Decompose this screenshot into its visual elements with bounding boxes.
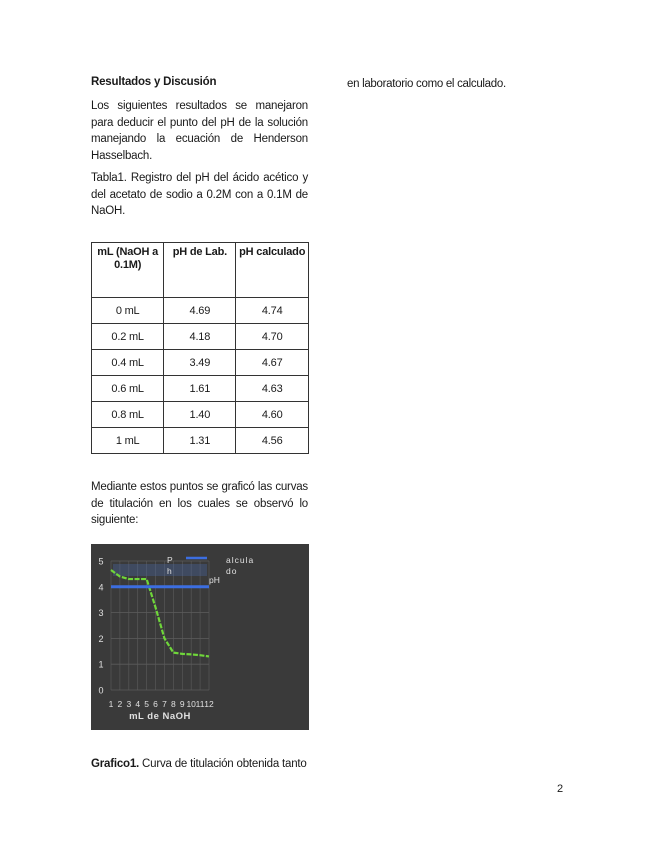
table-row — [92, 350, 309, 376]
y-tick-label: 3 — [98, 608, 104, 619]
titration-chart — [91, 544, 309, 730]
table-header-ph-lab: pH de Lab. — [164, 243, 236, 298]
table-cell: 4.69 — [164, 298, 236, 324]
legend-band — [113, 564, 207, 576]
y-tick-label: 2 — [98, 633, 104, 644]
x-axis-label: mL de NaOH — [129, 711, 191, 722]
table-cell: 0.8 mL — [92, 402, 164, 428]
left-column — [91, 76, 308, 220]
table-row — [92, 376, 309, 402]
table-row — [92, 402, 309, 428]
x-tick-label: 9 — [179, 699, 185, 709]
table-row — [92, 324, 309, 350]
table-cell: 4.56 — [236, 428, 309, 454]
table-header-row — [92, 243, 309, 298]
x-tick-label: 4 — [135, 699, 141, 709]
x-tick-label: 1 — [108, 699, 114, 709]
table-cell: 0.2 mL — [92, 324, 164, 350]
table-cell: 1.61 — [164, 376, 236, 402]
table-cell: 4.18 — [164, 324, 236, 350]
paragraph-curves: Mediante estos puntos se graficó las curvas de titulación en los cuales se observó lo siguiente: — [91, 481, 308, 526]
table-cell: 0 mL — [92, 298, 164, 324]
legend-label-ph: P — [167, 555, 173, 565]
table-cell: 1.31 — [164, 428, 236, 454]
table-cell: 4.70 — [236, 324, 309, 350]
x-tick-label: 3 — [126, 699, 132, 709]
y-tick-label: 0 — [98, 685, 104, 696]
figure-caption — [91, 756, 308, 773]
figure-caption-text: Curva de titulación obtenida tanto — [139, 758, 307, 770]
x-tick-label: 8 — [170, 699, 176, 709]
caption-continuation: en laboratorio como el calculado. — [347, 78, 506, 90]
legend-label-calculado: do — [226, 566, 238, 576]
x-tick-label: 2 — [117, 699, 123, 709]
right-column — [347, 76, 547, 93]
legend-label-calculado: alcula — [226, 555, 255, 565]
chart-canvas — [91, 544, 309, 730]
x-tick-label: 11 — [195, 699, 205, 709]
y-tick-label: 4 — [98, 582, 104, 593]
table-cell: 0.4 mL — [92, 350, 164, 376]
legend-label-ph: h — [167, 566, 172, 576]
table-cell: 4.67 — [236, 350, 309, 376]
y-tick-label: 5 — [98, 556, 104, 567]
series-line-ph — [111, 570, 209, 656]
table-cell: 4.74 — [236, 298, 309, 324]
figure-caption-label: Grafico1. — [91, 758, 140, 770]
x-tick-label: 10 — [186, 699, 196, 709]
x-tick-label: 5 — [144, 699, 150, 709]
table-header-ml: mL (NaOH a 0.1M) — [92, 243, 164, 298]
table-cell: 1.40 — [164, 402, 236, 428]
table-row — [92, 298, 309, 324]
page-number: 2 — [557, 783, 564, 795]
y-tick-label: 1 — [98, 659, 104, 670]
table-caption: Tabla1. Registro del pH del ácido acético y del acetato de sodio a 0.2M con a 0.1M de NaOH. — [91, 172, 308, 217]
table-cell: 1 mL — [92, 428, 164, 454]
table-header-ph-calc: pH calculado — [236, 243, 309, 298]
paragraph-intro: Los siguientes resultados se manejaron para deducir el punto del pH de la solución manejando la ecuación de Henderson Hasselbach. — [91, 100, 308, 162]
table-row — [92, 428, 309, 454]
table-cell: 4.60 — [236, 402, 309, 428]
legend-label-ph-line: pH — [209, 575, 220, 585]
ph-table — [91, 242, 309, 454]
section-heading: Resultados y Discusión — [91, 76, 217, 88]
table-cell: 4.63 — [236, 376, 309, 402]
x-tick-label: 7 — [162, 699, 167, 709]
x-tick-label: 12 — [204, 699, 214, 709]
table-cell: 3.49 — [164, 350, 236, 376]
x-tick-label: 6 — [153, 699, 158, 709]
table-cell: 0.6 mL — [92, 376, 164, 402]
